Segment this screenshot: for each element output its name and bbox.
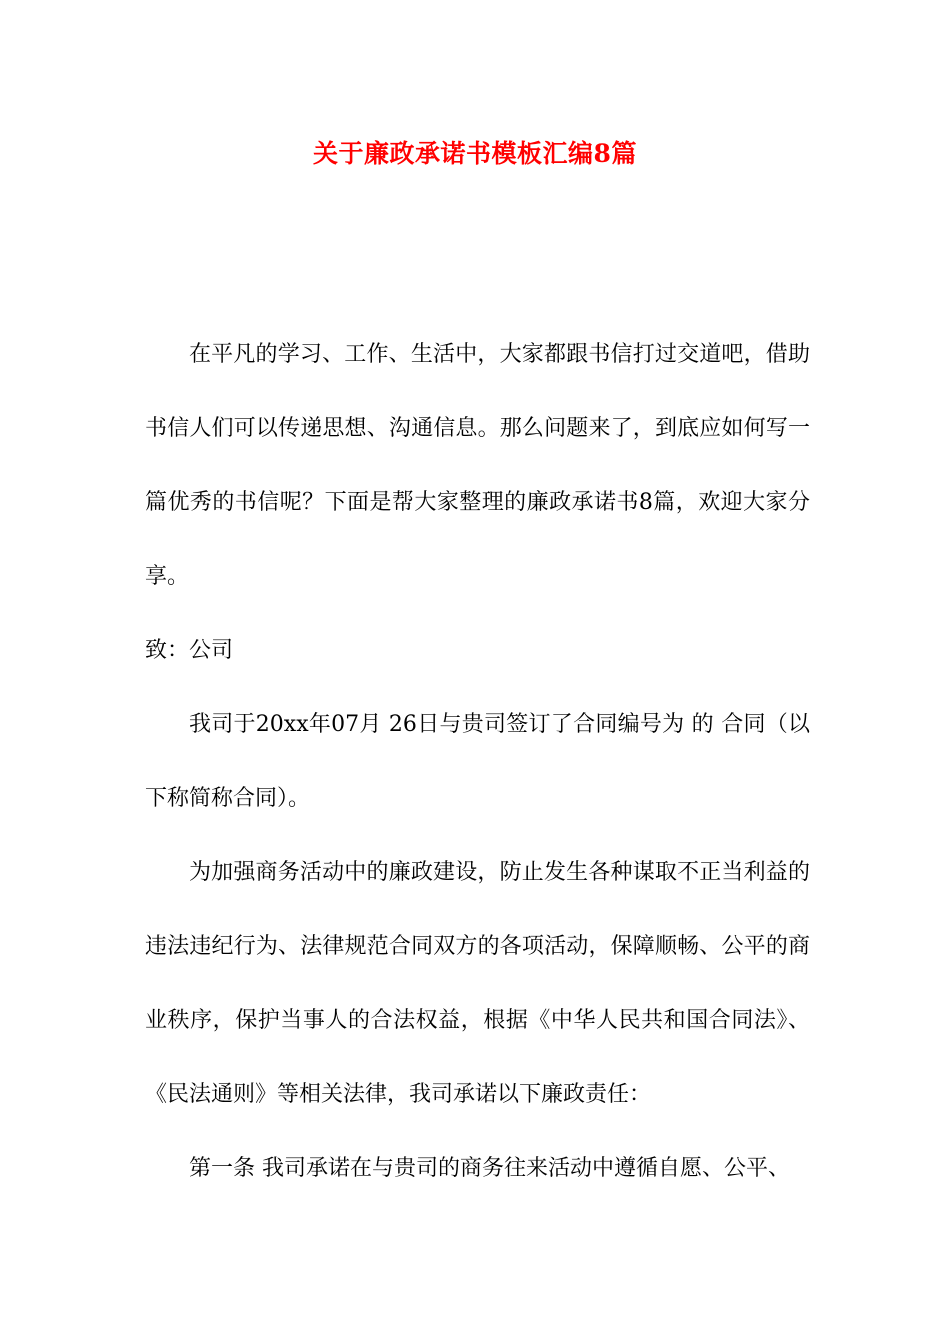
document-title: 关于廉政承诺书模板汇编8篇 [313,139,637,168]
paragraph-contract-info: 我司于20xx年07月 26日与贵司签订了合同编号为 的 合同（以下称简称合同）。 [145,712,810,811]
paragraph-intro: 在平凡的学习、工作、生活中，大家都跟书信打过交道吧，借助书信人们可以传递思想、沟通信息。那么问题来了，到底应如何写一篇优秀的书信呢？下面是帮大家整理的廉政承诺书8篇，欢迎大家分享。 [145,342,810,589]
document-body [145,318,810,1206]
paragraph-salutation: 致：公司 [145,638,234,663]
paragraph-commitment-basis: 为加强商务活动中的廉政建设，防止发生各种谋取不正当利益的违法违纪行为、法律规范合同双方的各项活动，保障顺畅、公平的商业秩序，保护当事人的合法权益，根据《中华人民共和国合同法》、《民法通则》等相关法律，我司承诺以下廉政责任： [145,860,810,1107]
paragraph-article-one: 第一条 我司承诺在与贵司的商务往来活动中遵循自愿、公平、 [189,1156,790,1181]
